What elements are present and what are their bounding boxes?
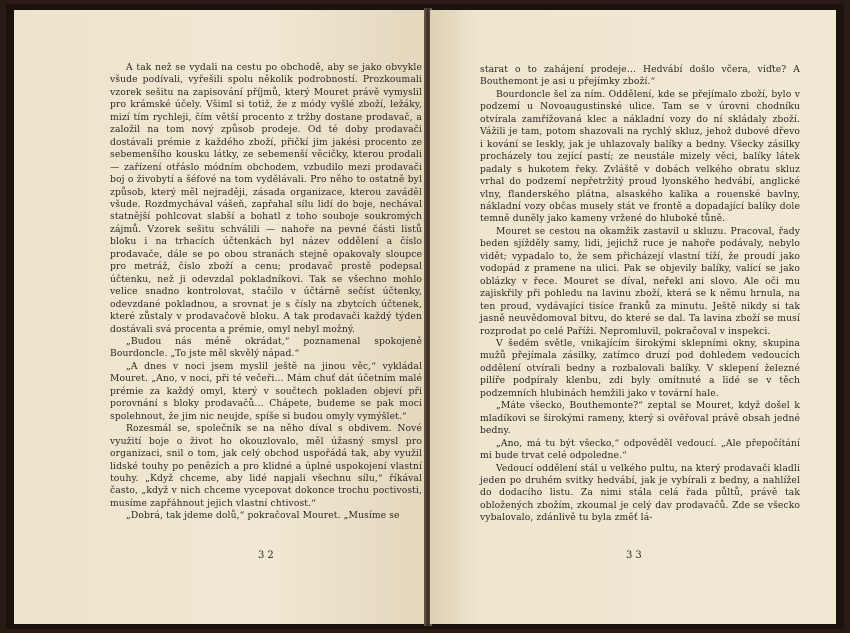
right-page bbox=[430, 10, 836, 624]
paragraph: V šedém světle, vnikajícím širokými sklepními okny, skupina mužů přejímala zásilky, zatímco druzí pod dohledem vedoucích oddělení otvírali bedny a rozbalovali balíky. V sklepení železné pilíře podpíraly klenbu, zdi byly omítnuté a lidé se v těch podzemních hlubinách hemžili jako v tovární hale. bbox=[480, 337, 800, 399]
right-page-text bbox=[480, 64, 800, 525]
paragraph: „Dobrá, tak jdeme dolů,“ pokračoval Mouret. „Musíme se bbox=[126, 510, 400, 522]
paragraph: „Budou nás méně okrádat,“ poznamenal spokojeně Bourdoncle. „To jste měl skvělý nápad.“ bbox=[110, 335, 422, 360]
paragraph: „A dnes v noci jsem myslil ještě na jinou věc,“ vykládal Mouret. „Ano, v noci, při té večeři… Mám chuť dát účetním malé prémie za každý omyl, který v součtech pokladen objeví při porovnání s bloky prodavačů… Chápete, budeme se pak moci spolehnout, že jim nic neujde, spíše si budou omyly vymýšlet.“ bbox=[110, 360, 422, 422]
left-page-text bbox=[110, 62, 422, 523]
page-number: 33 bbox=[626, 550, 645, 561]
paragraph: „Ano, má tu být všecko,“ odpověděl vedoucí. „Ale přepočítání mi bude trvat celé odpoledne.“ bbox=[480, 437, 800, 462]
left-page bbox=[14, 10, 426, 624]
paragraph: Vedoucí oddělení stál u velkého pultu, na který prodavači kladli jeden po druhém svitky hedvábí, jak je vybírali z bedny, a nahlížel do dodacího listu. Za nimi stála celá řada půltů, právě tak obložených zbožím, zkoumal je celý dav prodavačů. Zde se všecko vybalovalo, zdánlivě tu byla změť lá- bbox=[480, 462, 800, 524]
paragraph: Bourdoncle šel za ním. Oddělení, kde se přejímalo zboží, bylo v podzemí u Novoaugustinské ulice. Tam se v úrovni chodníku otvírala zamřížovaná klec a nákladní vozy do ní skládaly zboží. Vážili je tam, potom shazovali na rychlý skluz, jehož dubové dřevo i kování se leskly, jak je uhlazovaly balíky a bedny. Všecky zásilky procházely tou zející pastí; ze neustále mizely věci, balíky látek padaly s hukotem řeky. Zvláště v dobách velkého obratu skluz vrhal do podzemí nepřetržitý proud lyonského hedvábí, anglické vlny, flanderského plátna, alsaského kalika a rouenské bavlny, nákladní vozy občas musely stát ve frontě a dopadající balíky dole temně duněly jako kameny vržené do hluboké tůně. bbox=[480, 88, 800, 225]
paragraph: „Máte všecko, Bouthemonte?“ zeptal se Mouret, když došel k mladíkovi se širokými rameny, který si ověřoval právě obsah jedné bedny. bbox=[480, 400, 800, 437]
paragraph: Mouret se cestou na okamžik zastavil u skluzu. Pracoval, řady beden sjížděly samy, lidi, jejichž ruce je nahoře podávaly, nebylo vidět; vypadalo to, že sem přicházejí vlastní tíží, že proudí jako vodopád z pramene na ulici. Pak se objevily balíky, valící se jako oblázky v řece. Mouret se díval, neřekl ani slovo. Ale oči mu zajiskřily při pohledu na lavinu zboží, která se k němu hrnula, na ten proud, vydávající tisíce franků za minutu. Ještě nikdy si tak jasně neuvědomoval bitvu, do které se dal. Ta lavina zboží se musí rozprodat po celé Paříži. Nepromluvil, pokračoval v inspekci. bbox=[480, 225, 800, 337]
page-number: 32 bbox=[258, 550, 277, 561]
paragraph: Rozesmál se, společník se na něho díval s obdivem. Nové využití boje o život ho okouzlovalo, měl úžasný smysl pro organizaci, snil o tom, jak celý obchod uspořádá tak, aby využil lidské touhy po penězích a pro klidné a úplné uspokojení vlastní touhy. „Když chceme, aby lidé napjali všechnu sílu,“ říkával často, „když v nich chceme vycepovat dokonce trochu poctivosti, musíme zapřáhnout jejich vlastní chtivost.“ bbox=[110, 423, 422, 509]
book-spread bbox=[6, 4, 844, 629]
paragraph: starat o to zahájení prodeje… Hedvábí došlo včera, viďte? A Bouthemont je asi u přejímky zboží.“ bbox=[480, 64, 800, 88]
paragraph: A tak než se vydali na cestu po obchodě, aby se jako obvykle všude podívali, vyřešili spolu několik podrobností. Prozkoumali vzorek sešitu na zapisování příjmů, který Mouret právě vymyslil pro krámské účely. Všiml si totiž, že z módy vyšlé zboží, ležáky, mizí tím rychleji, čím větší procento z tržby dostane prodavač, a založil na tom nový způsob prodeje. Od té doby prodavači dostávali prémie z každého zboží, přičkí jim jakési procento ze sebemenšího kousku látky, ze sebemenší věcičky, kterou prodali — zařízení otřáslo módním obchodem, vzbudilo mezi prodavači boj o živobytí a šéfové na tom vydělávali. Pro něho to ostatně byl způsob, který měl nejraději, zásada organizace, kterou zaváděl všude. Rozdmychával vášeň, zapřahal sílu lidí do boje, nechával statnější pohlcovat slabší a bohatl z toho souboje soukromých zájmů. Vzorek sešitu schválili — nahoře na pevné části listů bloku i na trhacích účtenkách byl název oddělení a číslo prodavače, dále se po obou stranách stejně opakovaly sloupce pro metráž, číslo zboží a cenu; prodavač prostě podepsal účtenku, než ji odevzdal pokladníkovi. Tak se všechno mohlo velice snadno kontrolovat, stačilo v účtárně sečíst účtenky, odevzdané pokladnou, a srovnat je s čísly na zbytcích účtenek, které zůstaly v prodavačově bloku. A tak prodavači každý týden dostávali svá procenta a prémie, omyl nebyl možný. bbox=[110, 62, 422, 335]
